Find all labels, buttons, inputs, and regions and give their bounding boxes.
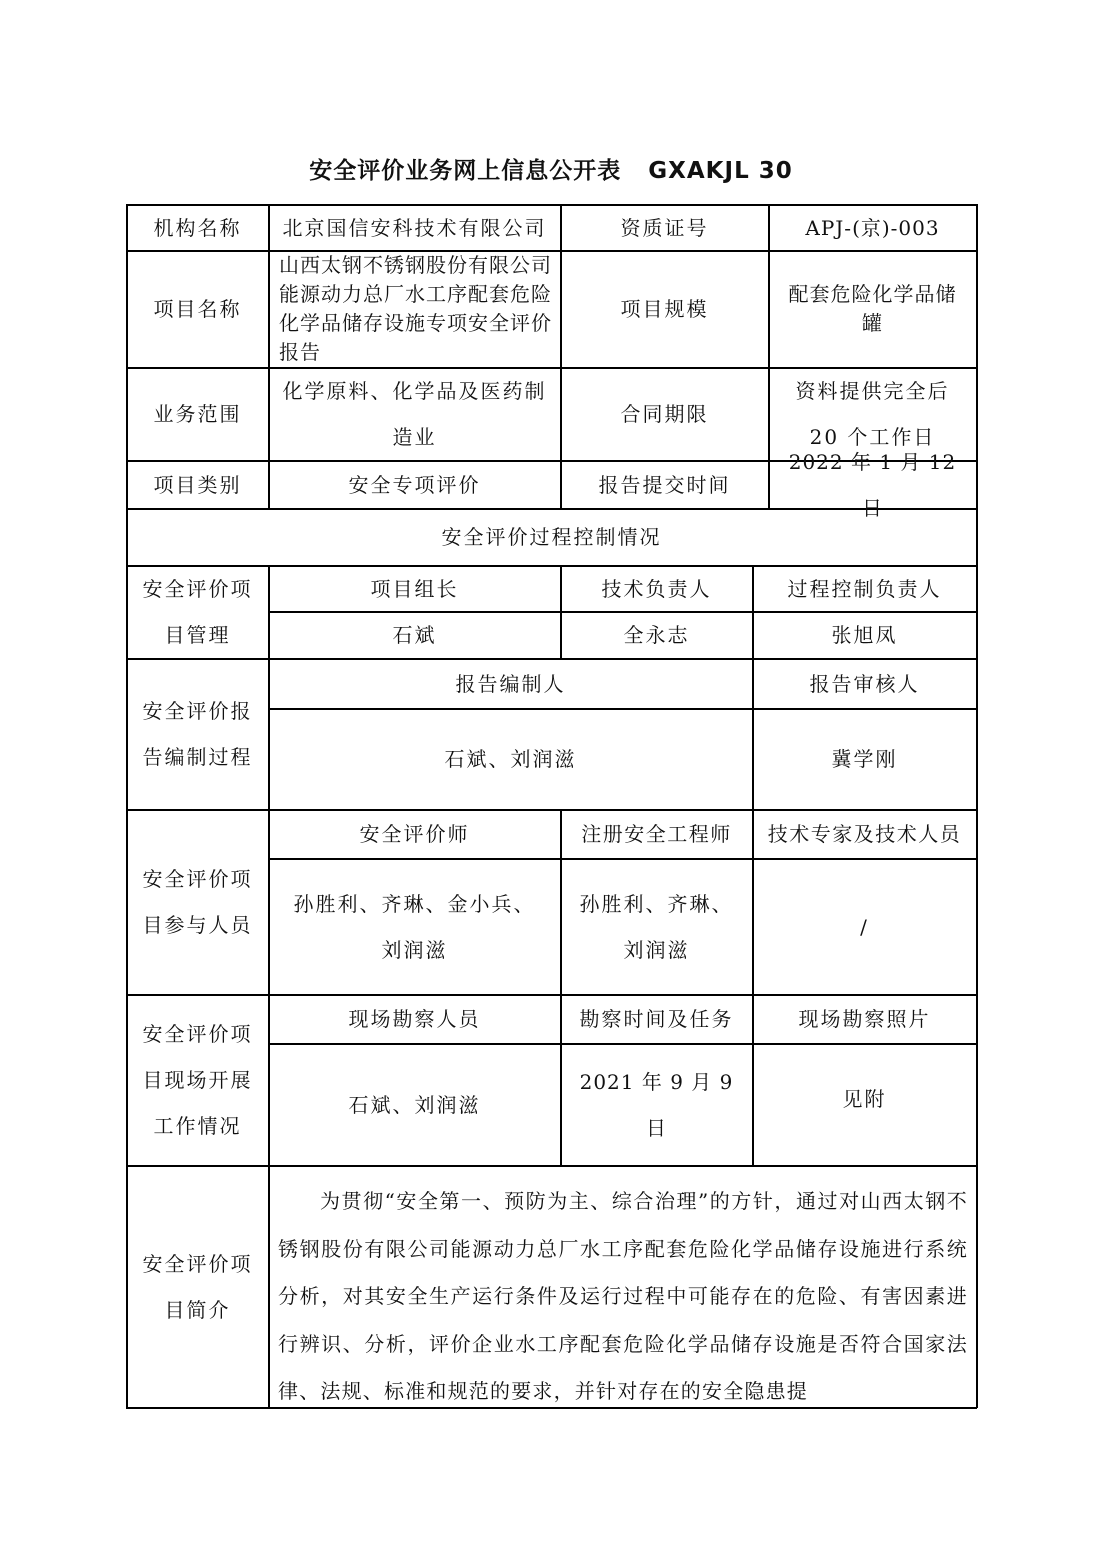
expert-header: 技术专家及技术人员 bbox=[767, 822, 962, 846]
org-value: 北京国信安科技术有限公司 bbox=[282, 215, 547, 240]
tech-value: 全永志 bbox=[623, 623, 690, 647]
engineer-value: 孙胜利、齐琳、刘润滋 bbox=[579, 891, 734, 962]
submit-value: 2022 年 1 月 12 日 bbox=[788, 449, 957, 520]
engineer-header: 注册安全工程师 bbox=[581, 822, 732, 846]
evaluator-value: 孙胜利、齐琳、金小兵、刘润滋 bbox=[293, 891, 536, 962]
table-line bbox=[976, 204, 978, 1408]
writer-value: 石斌、刘润滋 bbox=[444, 747, 577, 771]
leader-value: 石斌 bbox=[392, 623, 437, 647]
project-value: 山西太钢不锈钢股份有限公司能源动力总厂水工序配套危险化学品储存设施专项安全评价报告 bbox=[279, 253, 552, 364]
site-time-value: 2021 年 9 月 9 日 bbox=[579, 1069, 734, 1140]
expert-value: / bbox=[860, 914, 869, 939]
reviewer-value: 冀学刚 bbox=[831, 747, 898, 771]
category-label: 项目类别 bbox=[153, 472, 242, 497]
summary-label: 安全评价项目简介 bbox=[142, 1251, 253, 1322]
org-label: 机构名称 bbox=[153, 215, 242, 240]
leader-header: 项目组长 bbox=[370, 576, 459, 601]
scope-value: 化学原料、化学品及医药制造业 bbox=[282, 379, 547, 449]
process-section-title: 安全评价过程控制情况 bbox=[441, 525, 662, 549]
site-photo-header: 现场勘察照片 bbox=[798, 1007, 931, 1031]
scope-label: 业务范围 bbox=[153, 402, 242, 426]
control-value: 张旭凤 bbox=[831, 623, 898, 647]
writer-header: 报告编制人 bbox=[455, 671, 566, 696]
tech-header: 技术负责人 bbox=[601, 576, 712, 601]
site-staff-value: 石斌、刘润滋 bbox=[348, 1092, 481, 1117]
page-title: 安全评价业务网上信息公开表 GXAKJL 30 bbox=[309, 158, 793, 184]
submit-label: 报告提交时间 bbox=[598, 472, 731, 497]
term-value: 资料提供完全后 20 个工作日 bbox=[795, 379, 950, 449]
report-label: 安全评价报告编制过程 bbox=[142, 699, 253, 769]
scale-label: 项目规模 bbox=[620, 297, 709, 321]
category-value: 安全专项评价 bbox=[348, 472, 481, 497]
control-header: 过程控制负责人 bbox=[787, 576, 942, 601]
site-label: 安全评价项目现场开展工作情况 bbox=[142, 1022, 253, 1138]
term-label: 合同期限 bbox=[620, 402, 709, 426]
summary-text: 为贯彻“安全第一、预防为主、综合治理”的方针，通过对山西太钢不锈钢股份有限公司能源动力总厂水工序配套危险化学品储存设施进行系统分析，对其安全生产运行条件及运行过程中可能存在的危险、有害因素进行辨识、分析，评价企业水工序配套危险化学品储存设施是否符合国家法律、法规、标准和规范的要求，并针对存在的安全隐患提 bbox=[278, 1189, 968, 1403]
site-staff-header: 现场勘察人员 bbox=[348, 1007, 481, 1031]
reviewer-header: 报告审核人 bbox=[809, 671, 920, 696]
participants-label: 安全评价项目参与人员 bbox=[142, 867, 253, 937]
evaluator-header: 安全评价师 bbox=[359, 822, 470, 846]
management-label: 安全评价项目管理 bbox=[142, 577, 253, 647]
site-time-header: 勘察时间及任务 bbox=[579, 1007, 734, 1031]
scale-value: 配套危险化学品储罐 bbox=[788, 282, 957, 335]
project-label: 项目名称 bbox=[153, 297, 242, 321]
cert-label: 资质证号 bbox=[620, 215, 709, 240]
cert-value: APJ-(京)-003 bbox=[805, 215, 940, 240]
site-photo-value: 见附 bbox=[842, 1086, 887, 1111]
